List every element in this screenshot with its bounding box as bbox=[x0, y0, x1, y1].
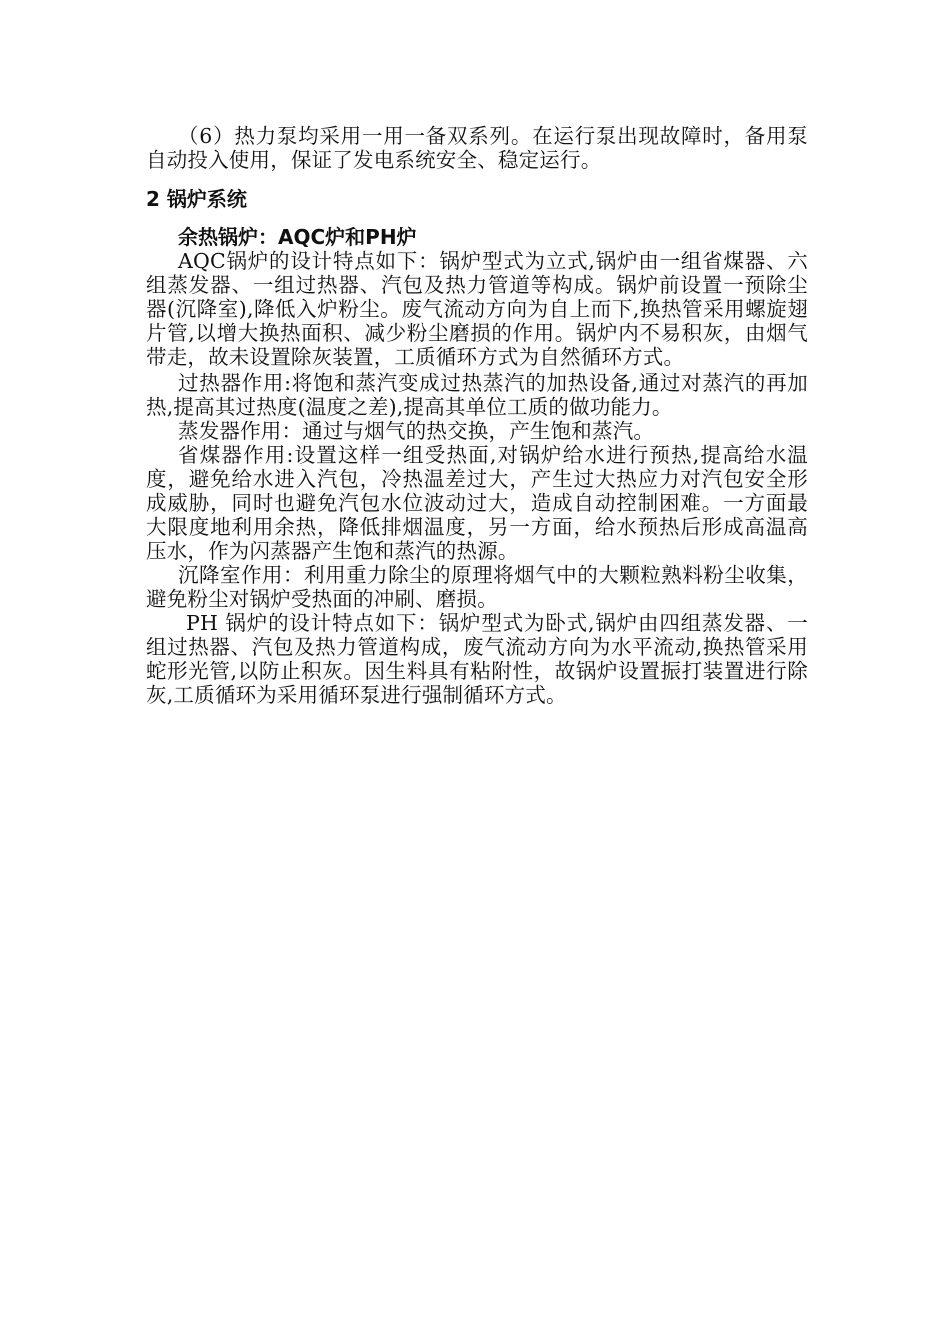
paragraph-ph-boiler: PH 锅炉的设计特点如下：锅炉型式为卧式,锅炉由四组蒸发器、一组过热器、汽包及热力管道构成，废气流动方向为水平流动,换热管采用蛇形光管,以防止积灰。因生料具有粘附性，故锅炉设置振打装置进行除灰,工质循环为采用循环泵进行强制循环方式。 bbox=[146, 611, 808, 707]
paragraph-economizer: 省煤器作用:设置这样一组受热面,对锅炉给水进行预热,提高给水温度，避免给水进入汽包，冷热温差过大，产生过大热应力对汽包安全形成威胁，同时也避免汽包水位波动过大，造成自动控制困难。一方面最大限度地利用余热，降低排烟温度，另一方面，给水预热后形成高温高压水，作为闪蒸器产生饱和蒸汽的热源。 bbox=[146, 443, 808, 563]
paragraph-superheater: 过热器作用:将饱和蒸汽变成过热蒸汽的加热设备,通过对蒸汽的再加热,提高其过热度(温度之差),提高其单位工质的做功能力。 bbox=[146, 371, 808, 419]
paragraph-aqc-boiler: AQC锅炉的设计特点如下：锅炉型式为立式,锅炉由一组省煤器、六组蒸发器、一组过热器、汽包及热力管道等构成。锅炉前设置一预除尘器(沉降室),降低入炉粉尘。废气流动方向为自上而下,换热管采用螺旋翅片管,以增大换热面积、减少粉尘磨损的作用。锅炉内不易积灰，由烟气带走，故未设置除灰装置，工质循环方式为自然循环方式。 bbox=[146, 249, 808, 369]
paragraph-evaporator: 蒸发器作用：通过与烟气的热交换，产生饱和蒸汽。 bbox=[178, 419, 655, 443]
section-heading-boiler-system: 2 锅炉系统 bbox=[146, 187, 247, 211]
subheading-waste-heat-boiler: 余热锅炉：AQC炉和PH炉 bbox=[178, 225, 417, 249]
paragraph-settling-chamber: 沉降室作用：利用重力除尘的原理将烟气中的大颗粒熟料粉尘收集，避免粉尘对锅炉受热面的冲刷、磨损。 bbox=[146, 563, 808, 611]
document-page bbox=[146, 124, 808, 707]
paragraph-pump-redundancy: （6）热力泵均采用一用一备双系列。在运行泵出现故障时，备用泵自动投入使用，保证了发电系统安全、稳定运行。 bbox=[146, 124, 808, 172]
